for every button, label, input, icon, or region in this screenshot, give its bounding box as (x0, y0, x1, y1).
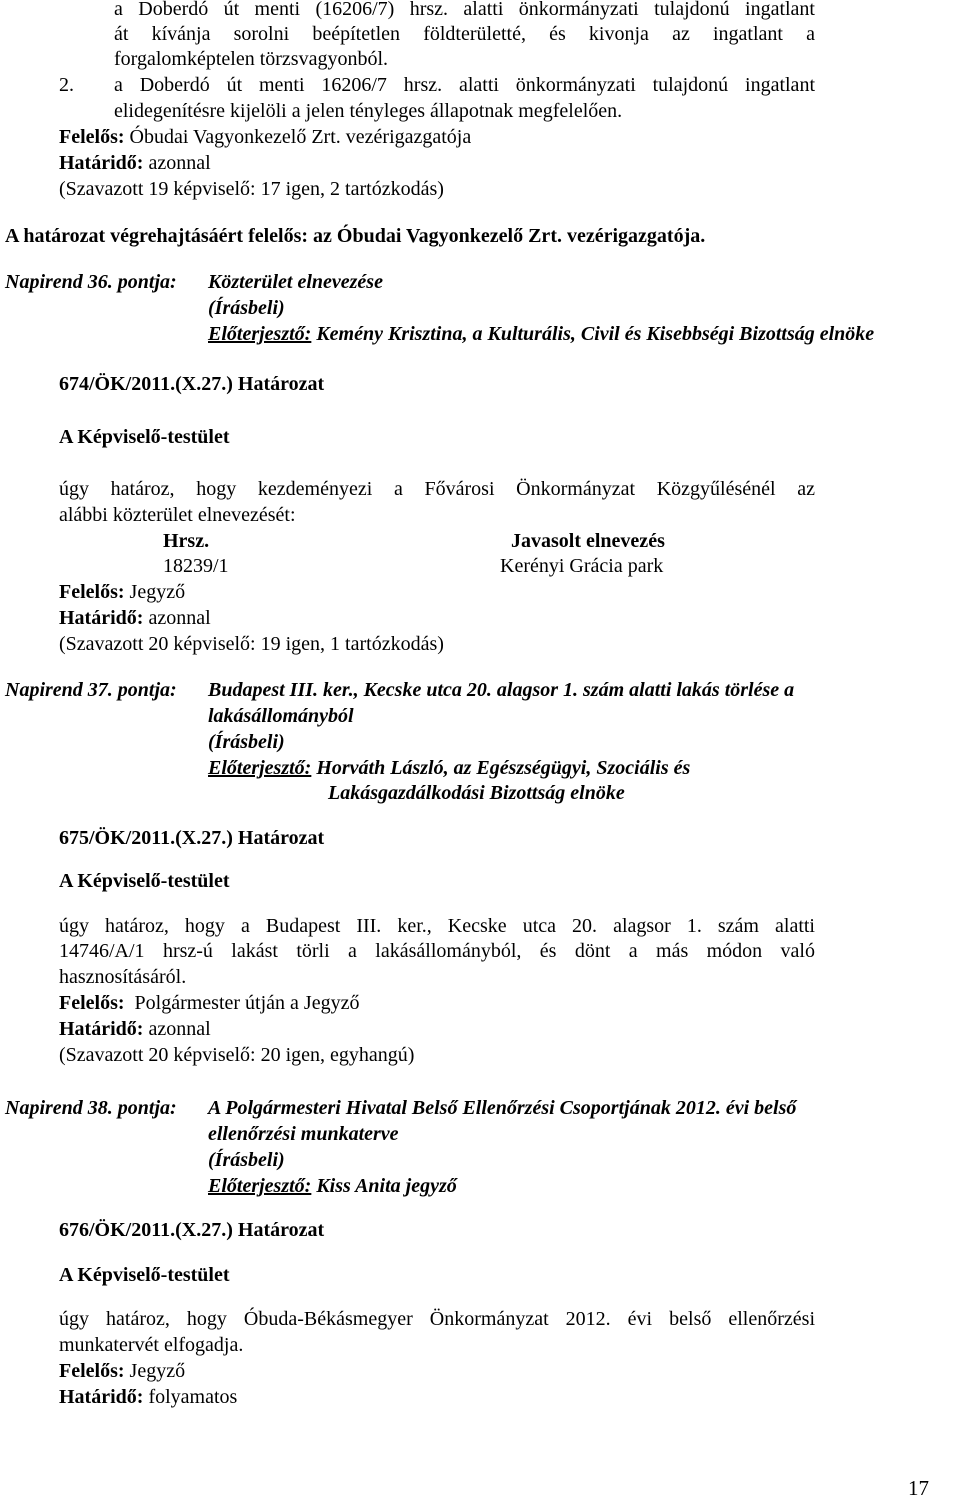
agenda-38-type: (Írásbeli) (208, 1149, 285, 1171)
agenda-37-label: Napirend 37. pontja: (5, 679, 177, 701)
presenter-value: Kemény Krisztina, a Kulturális, Civil és Kisebbségi Bizottság elnöke (311, 323, 875, 345)
item2-text-line: elidegenítésre kijelöli a jelen tényleges állapotnak megfelelően. (114, 100, 623, 122)
agenda-37-presenter-cont: Lakásgazdálkodási Bizottság elnöke (328, 782, 625, 804)
responsible-value: Polgármester útján a Jegyző (124, 992, 360, 1014)
responsible-label: Felelős: (59, 1360, 125, 1382)
resolution-text-line: úgy határoz, hogy Óbuda-Békásmegyer Önkormányzat 2012. évi belső ellenőrzési (59, 1308, 815, 1330)
deadline-label: Határidő: (59, 607, 144, 629)
presenter-value: Horváth László, az Egészségügyi, Szociális és (311, 757, 691, 779)
responsible-line (59, 1359, 185, 1383)
presenter-label: Előterjesztő: (208, 757, 312, 779)
responsible-label: Felelős: (59, 992, 125, 1014)
item1-text-line: forgalomképtelen törzsvagyonból. (114, 48, 389, 70)
agenda-38-title: A Polgármesteri Hivatal Belső Ellenőrzési Csoportjának 2012. évi belső (208, 1097, 797, 1119)
page-number: 17 (908, 1476, 929, 1500)
resolution-word: Határozat (232, 827, 325, 849)
resolution-text-line: alábbi közterület elnevezését: (59, 504, 296, 526)
deadline-label: Határidő: (59, 1386, 144, 1408)
agenda-37-type: (Írásbeli) (208, 731, 285, 753)
council-heading: A Képviselő-testület (59, 1264, 230, 1286)
council-heading: A Képviselő-testület (59, 426, 230, 448)
responsible-line (59, 991, 359, 1015)
responsible-line (59, 580, 185, 604)
item1-text-line: a Doberdó út menti (16206/7) hrsz. alatti önkormányzati tulajdonú ingatlant (114, 0, 815, 20)
agenda-37-presenter (208, 756, 690, 780)
resolution-text-line: hasznosításáról. (59, 966, 187, 988)
table-cell-name: Kerényi Grácia park (500, 555, 664, 577)
execution-summary: A határozat végrehajtásáért felelős: az Óbudai Vagyonkezelő Zrt. vezérigazgatója. (5, 225, 706, 247)
resolution-text-line: munkatervét elfogadja. (59, 1334, 244, 1356)
agenda-36-title: Közterület elnevezése (208, 271, 383, 293)
vote-result: (Szavazott 20 képviselő: 19 igen, 1 tartózkodás) (59, 633, 444, 655)
table-cell-hrsz: 18239/1 (163, 555, 229, 577)
table-header-name: Javasolt elnevezés (511, 530, 665, 552)
resolution-number: 676/ÖK/2011.(X.27.) (59, 1219, 233, 1241)
responsible-value: Jegyző (124, 1360, 186, 1382)
resolution-675-heading (59, 826, 324, 850)
agenda-38-presenter (208, 1174, 457, 1198)
agenda-36-presenter (208, 322, 874, 346)
deadline-label: Határidő: (59, 152, 144, 174)
resolution-text-line: 14746/A/1 hrsz-ú lakást törli a lakásállományból, és dönt a más módon való (59, 940, 815, 962)
agenda-37-title: lakásállományból (208, 705, 354, 727)
resolution-word: Határozat (232, 373, 325, 395)
agenda-38-label: Napirend 38. pontja: (5, 1097, 177, 1119)
resolution-text-line: úgy határoz, hogy a Budapest III. ker., Kecske utca 20. alagsor 1. szám alatti (59, 915, 815, 937)
resolution-674-heading (59, 372, 324, 396)
resolution-word: Határozat (232, 1219, 325, 1241)
resolution-number: 675/ÖK/2011.(X.27.) (59, 827, 233, 849)
responsible-label: Felelős: (59, 126, 125, 148)
table-header-hrsz: Hrsz. (163, 530, 210, 552)
presenter-label: Előterjesztő: (208, 1175, 312, 1197)
agenda-36-type: (Írásbeli) (208, 297, 285, 319)
deadline-value: azonnal (143, 152, 211, 174)
deadline-value: folyamatos (143, 1386, 238, 1408)
item2-text-line: a Doberdó út menti 16206/7 hrsz. alatti önkormányzati tulajdonú ingatlant (114, 74, 815, 96)
presenter-label: Előterjesztő: (208, 323, 312, 345)
deadline-label: Határidő: (59, 1018, 144, 1040)
item2-number: 2. (59, 74, 74, 96)
vote-result: (Szavazott 19 képviselő: 17 igen, 2 tartózkodás) (59, 178, 444, 200)
vote-result: (Szavazott 20 képviselő: 20 igen, egyhangú) (59, 1044, 415, 1066)
agenda-37-title: Budapest III. ker., Kecske utca 20. alagsor 1. szám alatti lakás törlése a (208, 679, 795, 701)
resolution-text-line: úgy határoz, hogy kezdeményezi a Fővárosi Önkormányzat Közgyűlésénél az (59, 478, 815, 500)
presenter-value: Kiss Anita jegyző (311, 1175, 457, 1197)
item1-text-line: át kívánja sorolni beépítetlen földterületté, és kivonja az ingatlant a (114, 23, 815, 45)
council-heading: A Képviselő-testület (59, 870, 230, 892)
responsible-label: Felelős: (59, 581, 125, 603)
agenda-36-label: Napirend 36. pontja: (5, 271, 177, 293)
deadline-line (59, 606, 211, 630)
responsible-value: Óbudai Vagyonkezelő Zrt. vezérigazgatója (124, 126, 472, 148)
responsible-line (59, 125, 471, 149)
deadline-line (59, 1385, 237, 1409)
deadline-value: azonnal (143, 607, 211, 629)
deadline-value: azonnal (143, 1018, 211, 1040)
resolution-number: 674/ÖK/2011.(X.27.) (59, 373, 233, 395)
agenda-38-title: ellenőrzési munkaterve (208, 1123, 399, 1145)
responsible-value: Jegyző (124, 581, 186, 603)
resolution-676-heading (59, 1218, 324, 1242)
deadline-line (59, 151, 211, 175)
deadline-line (59, 1017, 211, 1041)
